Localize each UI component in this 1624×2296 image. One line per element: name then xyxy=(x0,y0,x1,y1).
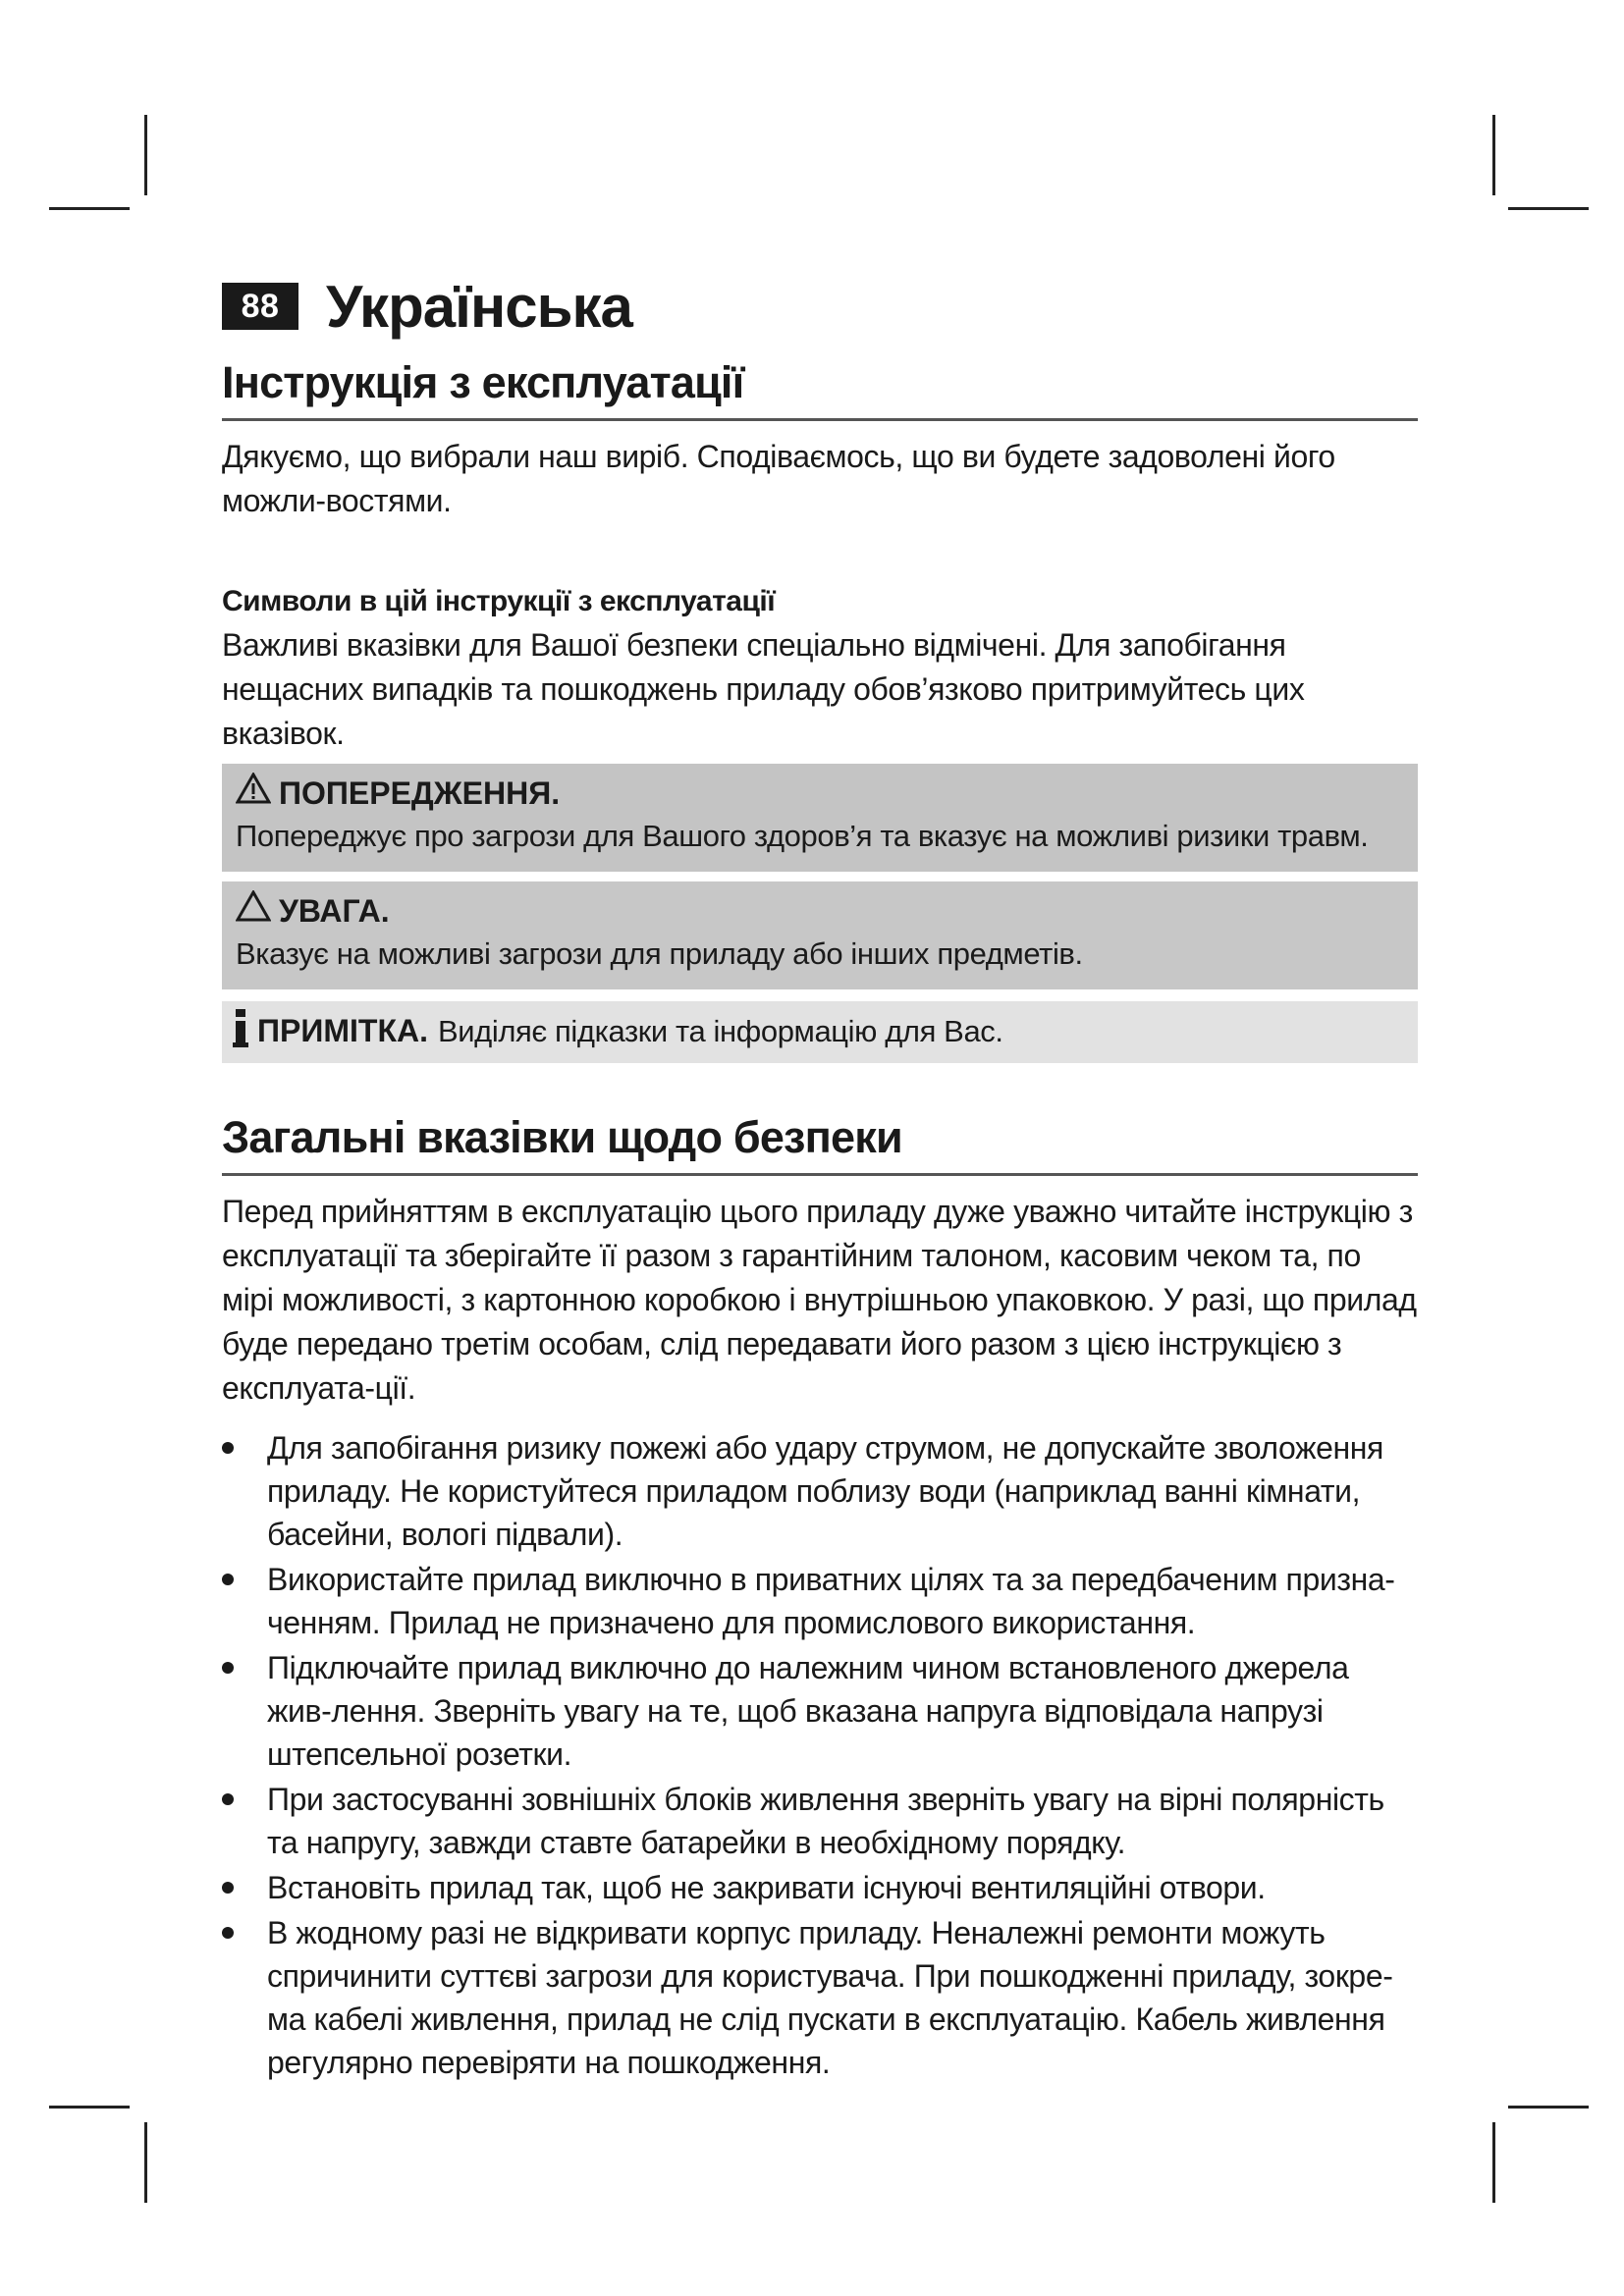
bullet-icon xyxy=(222,1662,234,1674)
list-item xyxy=(222,1646,1418,1776)
crop-mark-top-right-v xyxy=(1492,115,1495,195)
warning-label: ПОПЕРЕДЖЕННЯ. xyxy=(279,775,561,811)
page-header xyxy=(222,271,1418,342)
crop-mark-top-right-h xyxy=(1508,207,1589,210)
list-item-text: При застосуванні зовнішніх блоків живлення зверніть увагу на вірні полярність та напругу, завжди ставте батарейки в необхідному порядку. xyxy=(267,1782,1384,1860)
caution-triangle-icon xyxy=(236,889,279,933)
caution-text: Вказує на можливі загрози для приладу або інших предметів. xyxy=(236,936,1083,971)
safety-list xyxy=(222,1426,1418,2084)
crop-mark-top-left-h xyxy=(49,207,130,210)
list-item xyxy=(222,1778,1418,1864)
crop-mark-bottom-left-v xyxy=(144,2122,147,2203)
warning-triangle-icon xyxy=(236,772,279,815)
bullet-icon xyxy=(222,1882,234,1894)
list-item-text: Встановіть прилад так, щоб не закривати існуючі вентиляційні отвори. xyxy=(267,1870,1266,1905)
crop-mark-bottom-left-h xyxy=(49,2106,130,2109)
safety-intro: Перед прийняттям в експлуатацію цього приладу дуже уважно читайте інструкцію з експлуатації та зберігайте її разом з гарантійним талоном, касовим чеком та, по мірі можливості, з картонною коробкою і внутрішньою упаковкою. У разі, що прилад буде передано третім особам, слід передавати його разом з цією інструкцією з експлуата-ції. xyxy=(222,1194,1417,1406)
info-i-icon xyxy=(232,1009,249,1053)
note-box xyxy=(222,1001,1418,1063)
list-item-text: В жодному разі не відкривати корпус приладу. Неналежні ремонти можуть спричинити суттєві загрози для користувача. При пошкодженні приладу, зокре-ма кабелі живлення, прилад не слід пускати в експлуатацію. Кабель живлення регулярно перевіряти на пошкодження. xyxy=(267,1915,1393,2080)
bullet-icon xyxy=(222,1793,234,1805)
bullet-icon xyxy=(222,1927,234,1939)
crop-mark-bottom-right-v xyxy=(1492,2122,1495,2203)
list-item-text: Підключайте прилад виключно до належним чином встановленого джерела жив-лення. Зверніть увагу на те, щоб вказана напруга відповідала напрузі штепсельної розетки. xyxy=(267,1650,1349,1772)
note-text: Виділяє підказки та інформацію для Вас. xyxy=(437,1013,1003,1048)
caution-label: УВАГА. xyxy=(279,893,390,929)
bullet-icon xyxy=(222,1574,234,1585)
caution-box xyxy=(222,881,1418,989)
language-title: Українська xyxy=(326,273,632,340)
note-label: ПРИМІТКА. xyxy=(257,1013,428,1048)
symbols-heading: Символи в цій інструкції з експлуатації xyxy=(222,585,776,617)
list-item xyxy=(222,1558,1418,1644)
manual-intro: Дякуємо, що вибрали наш виріб. Сподіваємось, що ви будете задоволені його можли-востями. xyxy=(222,439,1335,518)
bullet-icon xyxy=(222,1442,234,1454)
caution-title xyxy=(236,889,1406,933)
warning-title xyxy=(236,772,1406,815)
safety-title: Загальні вказівки щодо безпеки xyxy=(222,1112,1418,1176)
list-item xyxy=(222,1426,1418,1556)
list-item-text: Для запобігання ризику пожежі або удару струмом, не допускайте зволоження приладу. Не користуйтеся приладом поблизу води (наприклад ванні кімнати, басейни, вологі підвали). xyxy=(267,1430,1383,1552)
list-item-text: Використайте прилад виключно в приватних цілях та за передбаченим призна-ченням. Прилад не призначено для промислового використання. xyxy=(267,1562,1395,1640)
manual-title: Інструкція з експлуатації xyxy=(222,357,1418,421)
warning-box xyxy=(222,764,1418,872)
list-item xyxy=(222,1911,1418,2084)
symbols-text: Важливі вказівки для Вашої безпеки спеціально відмічені. Для запобігання нещасних випадків та пошкоджень приладу обов’язково притримуйтесь цих вказівок. xyxy=(222,627,1305,751)
list-item xyxy=(222,1866,1418,1909)
crop-mark-bottom-right-h xyxy=(1508,2106,1589,2109)
warning-text: Попереджує про загрози для Вашого здоров’я та вказує на можливі ризики травм. xyxy=(236,819,1369,853)
page-content xyxy=(222,271,1418,2086)
page-number: 88 xyxy=(222,283,298,330)
crop-mark-top-left-v xyxy=(144,115,147,195)
